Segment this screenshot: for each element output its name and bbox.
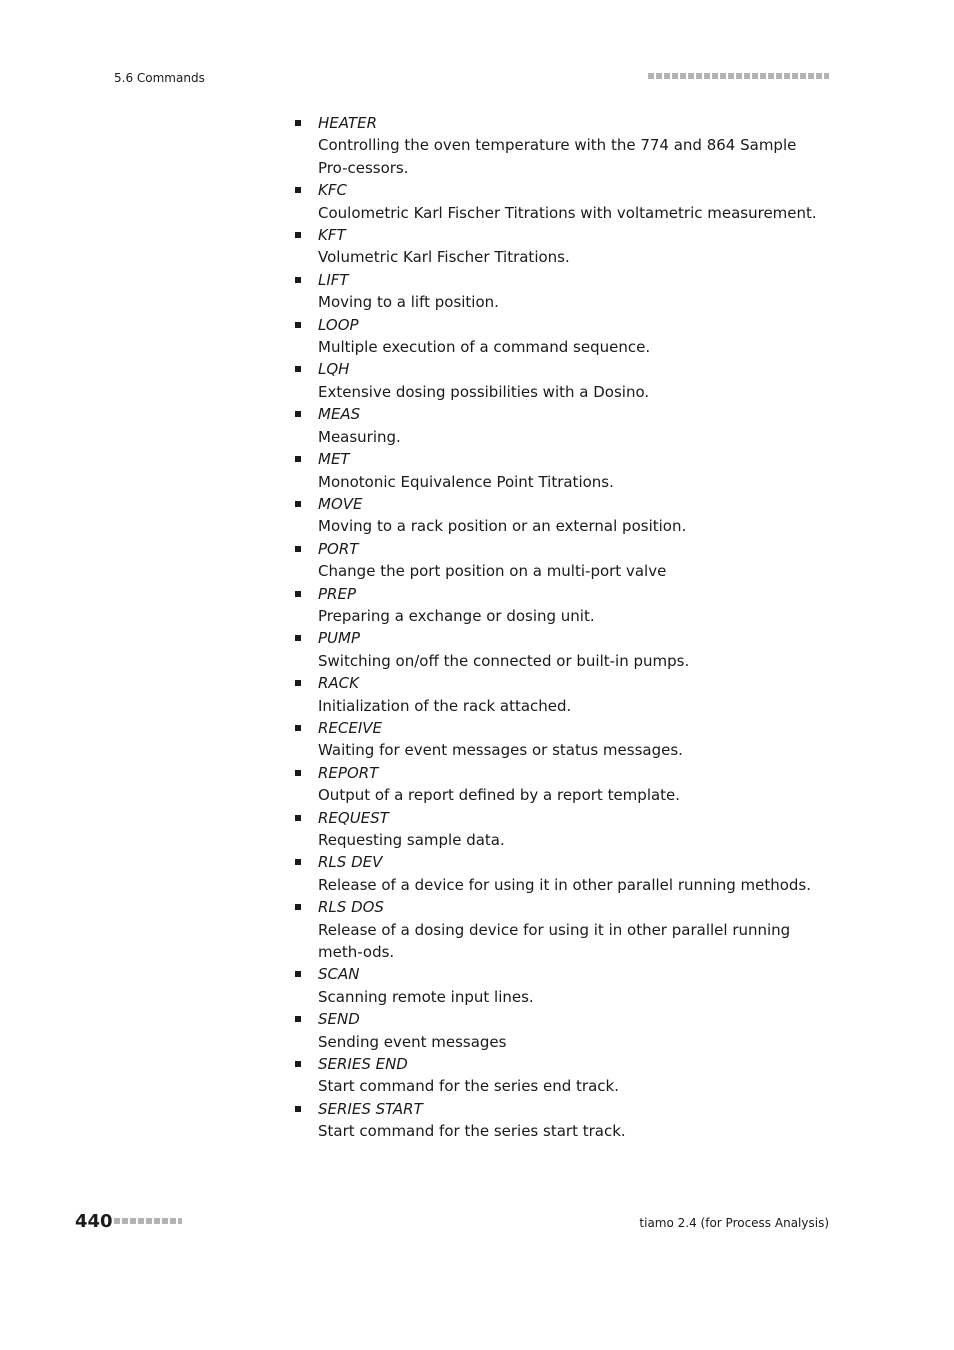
- list-item: [295, 583, 825, 628]
- bullet-icon: [295, 411, 301, 417]
- command-description: Scanning remote input lines.: [318, 987, 534, 1006]
- command-description: Requesting sample data.: [318, 831, 505, 849]
- list-item: [295, 717, 825, 762]
- footer-decoration: [114, 1217, 182, 1225]
- bullet-icon: [295, 501, 301, 507]
- command-description: Moving to a lift position.: [318, 293, 499, 312]
- list-item: [295, 851, 825, 896]
- command-description: Multiple execution of a command sequence.: [318, 338, 651, 357]
- bullet-icon: [295, 904, 301, 910]
- bullet-icon: [295, 971, 301, 977]
- list-item: [295, 224, 825, 269]
- list-item: [295, 269, 825, 314]
- command-description: Initialization of the rack attached.: [318, 696, 572, 715]
- command-name: PUMP: [318, 629, 361, 648]
- bullet-icon: [295, 1016, 301, 1022]
- list-item: [295, 314, 825, 359]
- list-item: [295, 762, 825, 807]
- list-item: [295, 963, 825, 1008]
- list-item: [295, 1008, 825, 1053]
- bullet-icon: [295, 815, 301, 821]
- bullet-icon: [295, 546, 301, 552]
- command-description: Extensive dosing possibilities with a Dosino.: [318, 382, 650, 401]
- list-item: [295, 807, 825, 852]
- command-description: Monotonic Equivalence Point Titrations.: [318, 472, 614, 491]
- bullet-icon: [295, 277, 301, 283]
- running-header-section: 5.6 Commands: [114, 71, 205, 85]
- command-name: RLS DOS: [318, 898, 384, 917]
- bullet-icon: [295, 725, 301, 731]
- list-item: [295, 1053, 825, 1098]
- list-item: [295, 448, 825, 493]
- list-item: [295, 493, 825, 538]
- list-item: [295, 672, 825, 717]
- command-name: SERIES END: [318, 1055, 408, 1074]
- command-description: Volumetric Karl Fischer Titrations.: [318, 248, 570, 267]
- command-name: SERIES START: [318, 1099, 423, 1118]
- command-list: [295, 112, 825, 1143]
- bullet-icon: [295, 770, 301, 776]
- command-description: Switching on/off the connected or built-in pumps.: [318, 651, 690, 670]
- bullet-icon: [295, 366, 301, 372]
- list-item: [295, 1098, 825, 1143]
- command-description: Start command for the series start track.: [318, 1122, 626, 1141]
- command-name: SEND: [318, 1010, 360, 1029]
- command-name: LQH: [318, 360, 350, 379]
- command-description: Preparing a exchange or dosing unit.: [318, 606, 595, 625]
- command-description: Change the port position on a multi-port valve: [318, 562, 667, 581]
- bullet-icon: [295, 1106, 301, 1112]
- command-name: REQUEST: [318, 808, 389, 827]
- list-item: [295, 358, 825, 403]
- command-name: MET: [318, 450, 350, 469]
- bullet-icon: [295, 120, 301, 126]
- bullet-icon: [295, 591, 301, 597]
- command-description: Start command for the series end track.: [318, 1077, 619, 1096]
- list-item: [295, 403, 825, 448]
- command-name: KFT: [318, 226, 346, 245]
- command-name: PREP: [318, 584, 356, 603]
- bullet-icon: [295, 1061, 301, 1067]
- command-description: Coulometric Karl Fischer Titrations with voltametric measurement.: [318, 203, 817, 222]
- bullet-icon: [295, 322, 301, 328]
- list-item: [295, 179, 825, 224]
- bullet-icon: [295, 187, 301, 193]
- bullet-icon: [295, 680, 301, 686]
- command-name: PORT: [318, 539, 359, 558]
- command-name: KFC: [318, 181, 347, 200]
- command-description: Measuring.: [318, 427, 401, 446]
- command-description: Sending event messages: [318, 1032, 507, 1051]
- list-item: [295, 627, 825, 672]
- command-description: Waiting for event messages or status messages.: [318, 741, 683, 760]
- page-number: 440: [75, 1211, 113, 1232]
- command-name: RACK: [318, 674, 359, 693]
- list-item: [295, 538, 825, 583]
- command-name: LOOP: [318, 315, 359, 334]
- command-name: MOVE: [318, 494, 363, 513]
- command-name: HEATER: [318, 114, 377, 132]
- footer-product-name: tiamo 2.4 (for Process Analysis): [639, 1216, 829, 1230]
- bullet-icon: [295, 456, 301, 462]
- command-description: Controlling the oven temperature with the 774 and 864 Sample Pro-cessors.: [318, 136, 797, 177]
- command-name: REPORT: [318, 763, 379, 782]
- bullet-icon: [295, 232, 301, 238]
- bullet-icon: [295, 635, 301, 641]
- command-name: RLS DEV: [318, 853, 383, 872]
- command-name: SCAN: [318, 965, 360, 984]
- command-description: Release of a device for using it in other parallel running methods.: [318, 875, 812, 894]
- list-item: [295, 896, 825, 963]
- command-name: LIFT: [318, 270, 349, 289]
- bullet-icon: [295, 859, 301, 865]
- command-name: RECEIVE: [318, 718, 383, 737]
- command-description: Output of a report defined by a report template.: [318, 786, 681, 805]
- list-item: [295, 112, 825, 179]
- command-description: Release of a dosing device for using it in other parallel running meth-ods.: [318, 920, 791, 962]
- header-decoration: [648, 72, 829, 80]
- command-name: MEAS: [318, 405, 361, 424]
- command-description: Moving to a rack position or an external position.: [318, 517, 687, 536]
